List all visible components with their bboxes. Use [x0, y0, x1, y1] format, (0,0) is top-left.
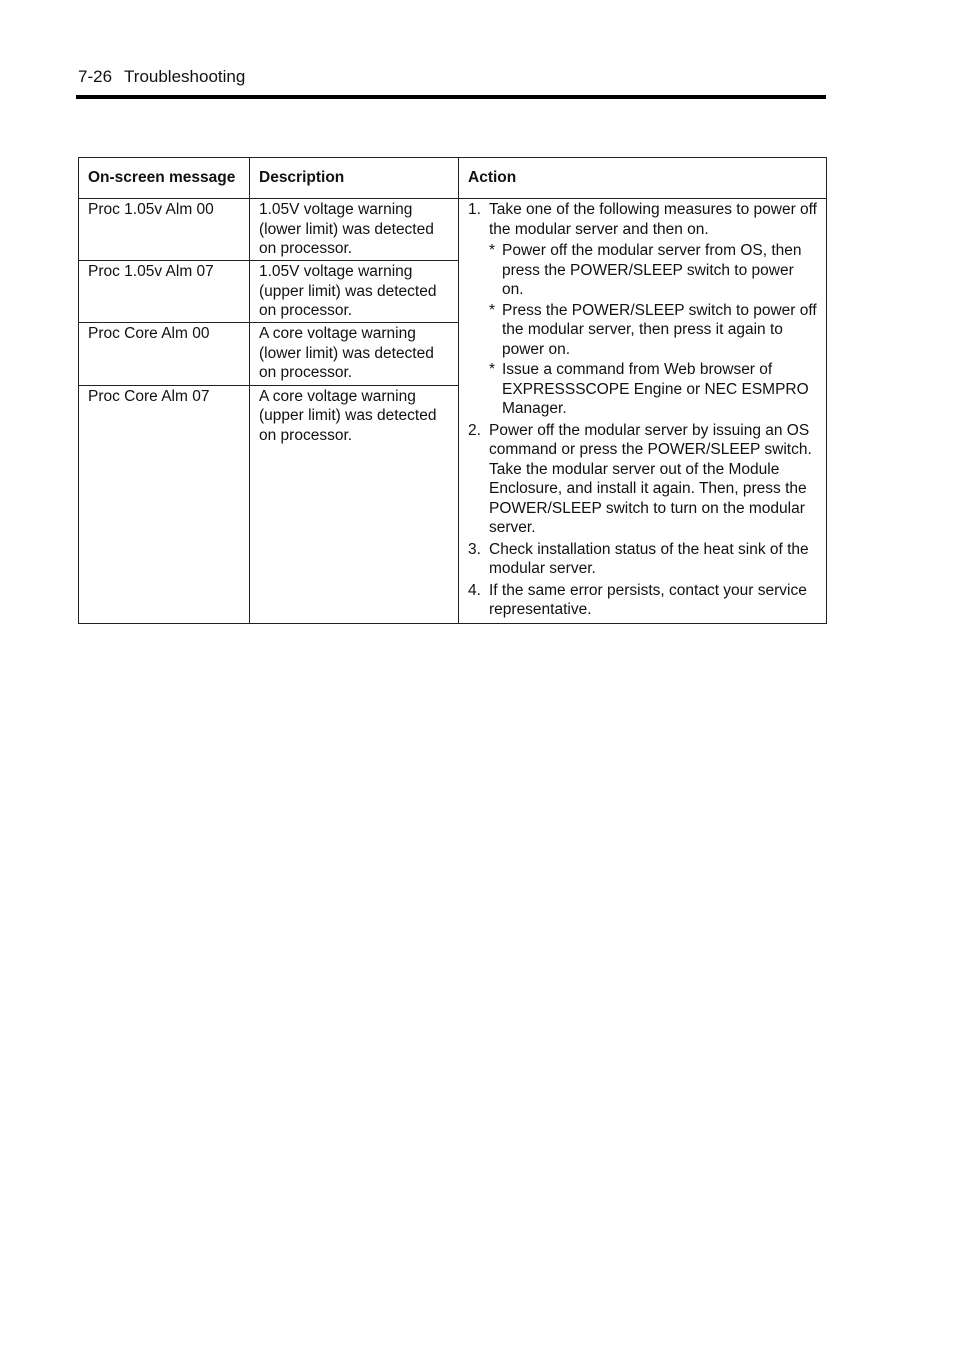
action-step — [468, 540, 818, 579]
step-number: 1. — [468, 201, 481, 218]
table-row — [79, 199, 827, 261]
column-header-message: On-screen message — [79, 158, 250, 199]
action-steps — [468, 200, 818, 620]
message-cell: Proc Core Alm 00 — [79, 323, 250, 385]
section-title: Troubleshooting — [124, 67, 246, 86]
column-header-description: Description — [250, 158, 459, 199]
description-cell: 1.05V voltage warning (upper limit) was detected on processor. — [250, 261, 459, 323]
bullet-item — [489, 301, 818, 360]
action-step — [468, 581, 818, 620]
bullet-item — [489, 360, 818, 419]
asterisk-icon: * — [489, 242, 496, 259]
message-cell: Proc 1.05v Alm 00 — [79, 199, 250, 261]
message-cell: Proc Core Alm 07 — [79, 385, 250, 623]
message-cell: Proc 1.05v Alm 07 — [79, 261, 250, 323]
description-cell: 1.05V voltage warning (lower limit) was detected on processor. — [250, 199, 459, 261]
step-text: If the same error persists, contact your service representative. — [489, 581, 807, 618]
step-text: Power off the modular server by issuing an OS command or press the POWER/SLEEP switch. Take the modular server out of the Module Enclosure, and install it again. Then, press the POWER/SLEEP switch to turn on the modular server. — [489, 421, 812, 536]
error-message-table — [78, 157, 827, 624]
table-header-row — [79, 158, 827, 199]
header-rule — [76, 95, 826, 99]
action-step — [468, 421, 818, 538]
page-header — [78, 66, 826, 88]
step-number: 2. — [468, 421, 481, 439]
description-cell: A core voltage warning (lower limit) was detected on processor. — [250, 323, 459, 385]
description-cell: A core voltage warning (upper limit) was detected on processor. — [250, 385, 459, 623]
action-cell — [459, 199, 827, 624]
bullet-item — [489, 241, 818, 300]
action-step — [468, 200, 818, 419]
asterisk-icon: * — [489, 361, 496, 378]
bullet-text: Issue a command from Web browser of EXPRESSSCOPE Engine or NEC ESMPRO Manager. — [502, 361, 809, 417]
step-number: 4. — [468, 581, 481, 599]
bullet-text: Power off the modular server from OS, then press the POWER/SLEEP switch to power on. — [502, 242, 802, 298]
asterisk-icon: * — [489, 301, 496, 319]
page-number: 7-26 — [78, 67, 113, 86]
step-text: Check installation status of the heat sink of the modular server. — [489, 540, 809, 577]
bullet-text: Press the POWER/SLEEP switch to power off the modular server, then press it again to power on. — [502, 301, 817, 358]
step-number: 3. — [468, 540, 481, 558]
step-text: Take one of the following measures to power off the modular server and then on. — [489, 201, 817, 238]
column-header-action: Action — [459, 158, 827, 199]
step-bullets — [489, 241, 818, 419]
